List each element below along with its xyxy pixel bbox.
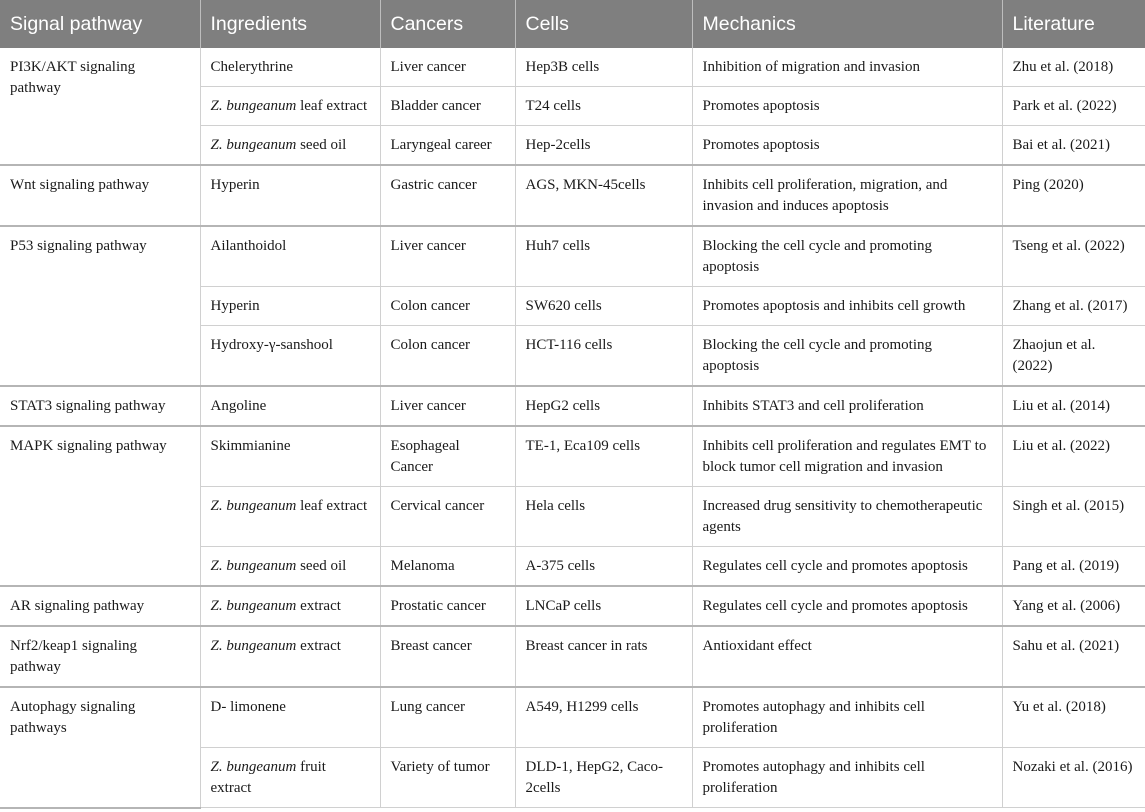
mechanics-cell: Promotes apoptosis and inhibits cell growth <box>692 287 1002 326</box>
species-name: Z. bungeanum <box>210 598 297 614</box>
table-row <box>0 386 1145 426</box>
literature-cell: Liu et al. (2014) <box>1002 386 1145 426</box>
species-name: Z. bungeanum <box>210 98 297 114</box>
table-row <box>0 687 1145 748</box>
cells-cell: HCT-116 cells <box>515 326 692 387</box>
ingredient-cell <box>200 426 380 487</box>
ingredient-name: extract <box>296 598 341 614</box>
mechanics-cell: Inhibits cell proliferation and regulates EMT to block tumor cell migration and invasion <box>692 426 1002 487</box>
pathway-cell: STAT3 signaling pathway <box>0 386 200 426</box>
cancer-cell: Liver cancer <box>380 386 515 426</box>
ingredient-cell <box>200 48 380 87</box>
cells-cell: Hep3B cells <box>515 48 692 87</box>
ingredient-cell <box>200 626 380 687</box>
cells-cell: LNCaP cells <box>515 586 692 626</box>
literature-cell: Sahu et al. (2021) <box>1002 626 1145 687</box>
pathway-cell: AR signaling pathway <box>0 586 200 626</box>
literature-cell: Yang et al. (2006) <box>1002 586 1145 626</box>
ingredient-cell <box>200 748 380 808</box>
literature-cell: Singh et al. (2015) <box>1002 487 1145 547</box>
header-mechanics: Mechanics <box>692 0 1002 48</box>
pathway-cell: Autophagy signaling pathways <box>0 687 200 808</box>
ingredient-name: Ailanthoidol <box>210 238 287 254</box>
species-name: Z. bungeanum <box>210 137 297 153</box>
literature-cell: Yu et al. (2018) <box>1002 687 1145 748</box>
literature-cell: Park et al. (2022) <box>1002 87 1145 126</box>
mechanics-cell: Regulates cell cycle and promotes apoptosis <box>692 586 1002 626</box>
cancer-cell: Colon cancer <box>380 287 515 326</box>
cancer-cell: Cervical cancer <box>380 487 515 547</box>
ingredient-name: fruit extract <box>210 759 326 796</box>
ingredient-cell <box>200 326 380 387</box>
cells-cell: Hela cells <box>515 487 692 547</box>
table-row <box>0 626 1145 687</box>
table-row <box>0 48 1145 87</box>
ingredient-cell <box>200 165 380 226</box>
mechanics-cell: Increased drug sensitivity to chemotherapeutic agents <box>692 487 1002 547</box>
header-ingredients: Ingredients <box>200 0 380 48</box>
table-row <box>0 426 1145 487</box>
species-name: Z. bungeanum <box>210 759 297 775</box>
ingredient-cell <box>200 386 380 426</box>
pathway-cell: P53 signaling pathway <box>0 226 200 386</box>
mechanics-cell: Blocking the cell cycle and promoting apoptosis <box>692 226 1002 287</box>
mechanics-cell: Inhibition of migration and invasion <box>692 48 1002 87</box>
ingredient-name: extract <box>296 638 341 654</box>
literature-cell: Liu et al. (2022) <box>1002 426 1145 487</box>
ingredient-name: Skimmianine <box>210 438 291 454</box>
cells-cell: SW620 cells <box>515 287 692 326</box>
mechanics-cell: Promotes autophagy and inhibits cell proliferation <box>692 687 1002 748</box>
header-cells: Cells <box>515 0 692 48</box>
header-cancers: Cancers <box>380 0 515 48</box>
pathway-cell: PI3K/AKT signaling pathway <box>0 48 200 165</box>
cancer-cell: Breast cancer <box>380 626 515 687</box>
header-literature: Literature <box>1002 0 1145 48</box>
cells-cell: T24 cells <box>515 87 692 126</box>
cells-cell: Huh7 cells <box>515 226 692 287</box>
literature-cell: Zhaojun et al. (2022) <box>1002 326 1145 387</box>
ingredient-name: Angoline <box>210 398 267 414</box>
ingredient-name: leaf extract <box>296 498 368 514</box>
table-row <box>0 586 1145 626</box>
cells-cell: Breast cancer in rats <box>515 626 692 687</box>
literature-cell: Pang et al. (2019) <box>1002 547 1145 587</box>
ingredient-name: seed oil <box>296 558 347 574</box>
mechanics-cell: Inhibits cell proliferation, migration, and invasion and induces apoptosis <box>692 165 1002 226</box>
ingredient-name: Hydroxy-γ-sanshool <box>210 337 333 353</box>
cancer-cell: Lung cancer <box>380 687 515 748</box>
mechanics-cell: Promotes autophagy and inhibits cell proliferation <box>692 748 1002 808</box>
cells-cell: HepG2 cells <box>515 386 692 426</box>
cells-cell: DLD-1, HepG2, Caco-2cells <box>515 748 692 808</box>
ingredient-cell <box>200 547 380 587</box>
literature-cell: Zhang et al. (2017) <box>1002 287 1145 326</box>
literature-cell: Ping (2020) <box>1002 165 1145 226</box>
species-name: Z. bungeanum <box>210 498 297 514</box>
ingredient-cell <box>200 687 380 748</box>
ingredient-cell <box>200 586 380 626</box>
literature-cell: Bai et al. (2021) <box>1002 126 1145 166</box>
cells-cell: A-375 cells <box>515 547 692 587</box>
literature-cell: Tseng et al. (2022) <box>1002 226 1145 287</box>
header-signal-pathway: Signal pathway <box>0 0 200 48</box>
cells-cell: A549, H1299 cells <box>515 687 692 748</box>
species-name: Z. bungeanum <box>210 638 297 654</box>
species-name: Z. bungeanum <box>210 558 297 574</box>
ingredient-cell <box>200 226 380 287</box>
cells-cell: TE-1, Eca109 cells <box>515 426 692 487</box>
table-row <box>0 226 1145 287</box>
literature-cell: Nozaki et al. (2016) <box>1002 748 1145 808</box>
mechanics-cell: Blocking the cell cycle and promoting apoptosis <box>692 326 1002 387</box>
ingredient-cell <box>200 87 380 126</box>
ingredient-name: Hyperin <box>210 177 260 193</box>
ingredient-name: Chelerythrine <box>210 59 293 75</box>
cancer-cell: Laryngeal career <box>380 126 515 166</box>
cancer-cell: Variety of tumor <box>380 748 515 808</box>
ingredient-name: D- limonene <box>210 699 286 715</box>
ingredient-cell <box>200 126 380 166</box>
cancer-cell: Esophageal Cancer <box>380 426 515 487</box>
cancer-cell: Prostatic cancer <box>380 586 515 626</box>
pathway-cell: MAPK signaling pathway <box>0 426 200 586</box>
ingredient-cell <box>200 287 380 326</box>
ingredient-name: Hyperin <box>210 298 260 314</box>
literature-cell: Zhu et al. (2018) <box>1002 48 1145 87</box>
mechanics-cell: Antioxidant effect <box>692 626 1002 687</box>
cells-cell: Hep-2cells <box>515 126 692 166</box>
cancer-cell: Melanoma <box>380 547 515 587</box>
cancer-cell: Bladder cancer <box>380 87 515 126</box>
cancer-cell: Liver cancer <box>380 226 515 287</box>
mechanics-cell: Promotes apoptosis <box>692 87 1002 126</box>
cancer-cell: Gastric cancer <box>380 165 515 226</box>
ingredient-name: leaf extract <box>296 98 368 114</box>
pathway-cell: Wnt signaling pathway <box>0 165 200 226</box>
mechanics-cell: Regulates cell cycle and promotes apoptosis <box>692 547 1002 587</box>
pathway-cell: Nrf2/keap1 signaling pathway <box>0 626 200 687</box>
header-row <box>0 0 1145 48</box>
ingredient-cell <box>200 487 380 547</box>
mechanics-cell: Inhibits STAT3 and cell proliferation <box>692 386 1002 426</box>
cancer-cell: Liver cancer <box>380 48 515 87</box>
table-row <box>0 165 1145 226</box>
cells-cell: AGS, MKN-45cells <box>515 165 692 226</box>
ingredient-name: seed oil <box>296 137 347 153</box>
mechanics-cell: Promotes apoptosis <box>692 126 1002 166</box>
cancer-cell: Colon cancer <box>380 326 515 387</box>
